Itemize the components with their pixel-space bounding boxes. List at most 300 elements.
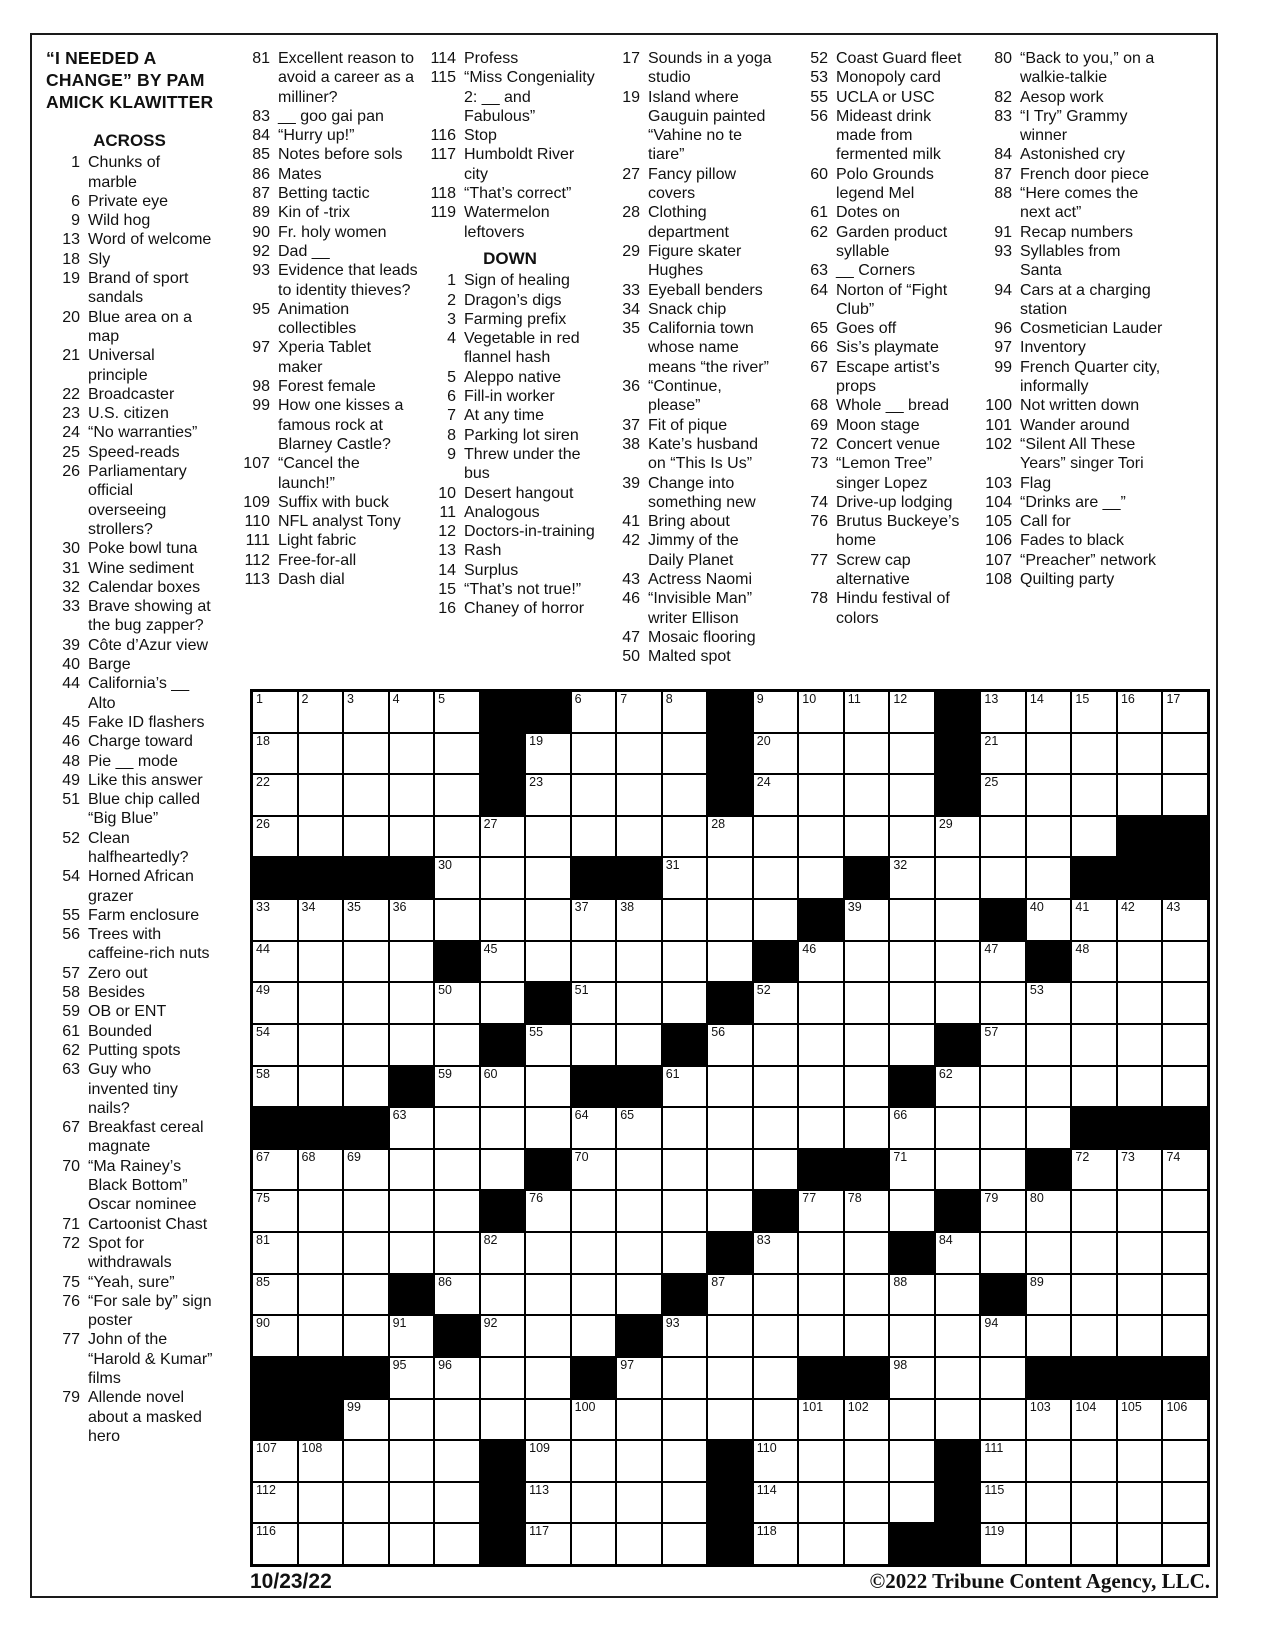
grid-cell[interactable] — [572, 1400, 616, 1440]
grid-cell[interactable] — [1118, 1316, 1162, 1356]
grid-cell[interactable] — [708, 1358, 752, 1398]
grid-cell[interactable] — [981, 858, 1025, 898]
grid-cell[interactable] — [1072, 1275, 1116, 1315]
grid-cell[interactable] — [1027, 1233, 1071, 1273]
grid-cell[interactable] — [663, 1358, 707, 1398]
grid-cell[interactable] — [572, 1108, 616, 1148]
grid-cell[interactable] — [299, 817, 343, 857]
grid-cell[interactable] — [890, 817, 934, 857]
grid-cell[interactable] — [572, 817, 616, 857]
grid-cell[interactable] — [617, 1233, 661, 1273]
grid-cell[interactable] — [890, 900, 934, 940]
grid-cell[interactable] — [845, 1233, 889, 1273]
grid-cell[interactable] — [526, 1400, 570, 1440]
grid-cell[interactable] — [253, 734, 297, 774]
grid-cell[interactable] — [572, 692, 616, 732]
grid-cell[interactable] — [981, 1441, 1025, 1481]
grid-cell[interactable] — [845, 942, 889, 982]
grid-cell[interactable] — [344, 1150, 388, 1190]
grid-cell[interactable] — [1072, 1025, 1116, 1065]
grid-cell[interactable] — [1027, 1025, 1071, 1065]
grid-cell[interactable] — [617, 983, 661, 1023]
grid-cell[interactable] — [1163, 1483, 1207, 1523]
grid-cell[interactable] — [799, 1441, 843, 1481]
grid-cell[interactable] — [344, 692, 388, 732]
grid-cell[interactable] — [253, 1191, 297, 1231]
grid-cell[interactable] — [708, 900, 752, 940]
grid-cell[interactable] — [981, 692, 1025, 732]
grid-cell[interactable] — [344, 1025, 388, 1065]
grid-cell[interactable] — [435, 1358, 479, 1398]
grid-cell[interactable] — [617, 817, 661, 857]
grid-cell[interactable] — [663, 942, 707, 982]
grid-cell[interactable] — [435, 1108, 479, 1148]
grid-cell[interactable] — [299, 1191, 343, 1231]
grid-cell[interactable] — [299, 1524, 343, 1564]
grid-cell[interactable] — [754, 1067, 798, 1107]
grid-cell[interactable] — [435, 900, 479, 940]
grid-cell[interactable] — [663, 817, 707, 857]
grid-cell[interactable] — [1163, 900, 1207, 940]
grid-cell[interactable] — [845, 734, 889, 774]
grid-cell[interactable] — [845, 1524, 889, 1564]
grid-cell[interactable] — [936, 983, 980, 1023]
grid-cell[interactable] — [572, 1150, 616, 1190]
grid-cell[interactable] — [435, 817, 479, 857]
grid-cell[interactable] — [1118, 1441, 1162, 1481]
grid-cell[interactable] — [390, 1191, 434, 1231]
grid-cell[interactable] — [253, 692, 297, 732]
grid-cell[interactable] — [526, 1025, 570, 1065]
grid-cell[interactable] — [845, 775, 889, 815]
grid-cell[interactable] — [299, 1441, 343, 1481]
grid-cell[interactable] — [981, 1483, 1025, 1523]
grid-cell[interactable] — [572, 942, 616, 982]
grid-cell[interactable] — [1072, 817, 1116, 857]
grid-cell[interactable] — [526, 1483, 570, 1523]
grid-cell[interactable] — [390, 1400, 434, 1440]
grid-cell[interactable] — [936, 1275, 980, 1315]
grid-cell[interactable] — [1163, 1441, 1207, 1481]
grid-cell[interactable] — [526, 1191, 570, 1231]
grid-cell[interactable] — [299, 775, 343, 815]
grid-cell[interactable] — [663, 1067, 707, 1107]
grid-cell[interactable] — [572, 1316, 616, 1356]
grid-cell[interactable] — [1118, 1275, 1162, 1315]
grid-cell[interactable] — [936, 1358, 980, 1398]
grid-cell[interactable] — [299, 1067, 343, 1107]
grid-cell[interactable] — [344, 775, 388, 815]
grid-cell[interactable] — [1027, 817, 1071, 857]
grid-cell[interactable] — [344, 734, 388, 774]
grid-cell[interactable] — [390, 817, 434, 857]
grid-cell[interactable] — [344, 1233, 388, 1273]
grid-cell[interactable] — [1027, 1483, 1071, 1523]
grid-cell[interactable] — [708, 1316, 752, 1356]
grid-cell[interactable] — [663, 1108, 707, 1148]
grid-cell[interactable] — [799, 1191, 843, 1231]
grid-cell[interactable] — [572, 983, 616, 1023]
grid-cell[interactable] — [1118, 1067, 1162, 1107]
grid-cell[interactable] — [390, 900, 434, 940]
grid-cell[interactable] — [799, 1400, 843, 1440]
grid-cell[interactable] — [981, 942, 1025, 982]
grid-cell[interactable] — [845, 900, 889, 940]
grid-cell[interactable] — [1163, 1275, 1207, 1315]
grid-cell[interactable] — [799, 1067, 843, 1107]
grid-cell[interactable] — [572, 734, 616, 774]
grid-cell[interactable] — [481, 1316, 525, 1356]
grid-cell[interactable] — [1163, 1150, 1207, 1190]
grid-cell[interactable] — [1118, 1233, 1162, 1273]
grid-cell[interactable] — [299, 734, 343, 774]
grid-cell[interactable] — [526, 1108, 570, 1148]
grid-cell[interactable] — [981, 734, 1025, 774]
grid-cell[interactable] — [890, 1108, 934, 1148]
grid-cell[interactable] — [1163, 1524, 1207, 1564]
grid-cell[interactable] — [754, 1483, 798, 1523]
grid-cell[interactable] — [663, 1150, 707, 1190]
grid-cell[interactable] — [481, 1358, 525, 1398]
grid-cell[interactable] — [526, 1233, 570, 1273]
grid-cell[interactable] — [708, 1025, 752, 1065]
grid-cell[interactable] — [890, 1358, 934, 1398]
grid-cell[interactable] — [344, 1191, 388, 1231]
grid-cell[interactable] — [754, 775, 798, 815]
grid-cell[interactable] — [390, 1483, 434, 1523]
grid-cell[interactable] — [845, 1316, 889, 1356]
grid-cell[interactable] — [799, 1524, 843, 1564]
grid-cell[interactable] — [936, 1067, 980, 1107]
grid-cell[interactable] — [1027, 692, 1071, 732]
grid-cell[interactable] — [617, 692, 661, 732]
grid-cell[interactable] — [435, 734, 479, 774]
grid-cell[interactable] — [435, 1067, 479, 1107]
grid-cell[interactable] — [390, 1316, 434, 1356]
grid-cell[interactable] — [435, 692, 479, 732]
grid-cell[interactable] — [617, 1441, 661, 1481]
grid-cell[interactable] — [299, 1316, 343, 1356]
grid-cell[interactable] — [481, 1233, 525, 1273]
grid-cell[interactable] — [435, 1233, 479, 1273]
grid-cell[interactable] — [981, 1067, 1025, 1107]
grid-cell[interactable] — [845, 1108, 889, 1148]
grid-cell[interactable] — [299, 1150, 343, 1190]
grid-cell[interactable] — [526, 1067, 570, 1107]
grid-cell[interactable] — [1072, 1400, 1116, 1440]
grid-cell[interactable] — [617, 1108, 661, 1148]
grid-cell[interactable] — [708, 1067, 752, 1107]
grid-cell[interactable] — [799, 942, 843, 982]
grid-cell[interactable] — [936, 817, 980, 857]
grid-cell[interactable] — [845, 817, 889, 857]
grid-cell[interactable] — [1027, 1108, 1071, 1148]
grid-cell[interactable] — [299, 1275, 343, 1315]
grid-cell[interactable] — [936, 1233, 980, 1273]
grid-cell[interactable] — [890, 775, 934, 815]
grid-cell[interactable] — [845, 1483, 889, 1523]
grid-cell[interactable] — [435, 1524, 479, 1564]
grid-cell[interactable] — [572, 1441, 616, 1481]
grid-cell[interactable] — [572, 1233, 616, 1273]
grid-cell[interactable] — [1163, 1233, 1207, 1273]
grid-cell[interactable] — [663, 1233, 707, 1273]
grid-cell[interactable] — [390, 734, 434, 774]
grid-cell[interactable] — [981, 1025, 1025, 1065]
grid-cell[interactable] — [1072, 1233, 1116, 1273]
grid-cell[interactable] — [708, 1400, 752, 1440]
grid-cell[interactable] — [1118, 1524, 1162, 1564]
grid-cell[interactable] — [435, 1150, 479, 1190]
grid-cell[interactable] — [253, 1524, 297, 1564]
grid-cell[interactable] — [981, 1316, 1025, 1356]
grid-cell[interactable] — [663, 734, 707, 774]
grid-cell[interactable] — [253, 1067, 297, 1107]
grid-cell[interactable] — [981, 1150, 1025, 1190]
grid-cell[interactable] — [1163, 1316, 1207, 1356]
grid-cell[interactable] — [981, 1524, 1025, 1564]
grid-cell[interactable] — [663, 1483, 707, 1523]
grid-cell[interactable] — [845, 1275, 889, 1315]
grid-cell[interactable] — [936, 858, 980, 898]
grid-cell[interactable] — [572, 1483, 616, 1523]
grid-cell[interactable] — [1072, 942, 1116, 982]
grid-cell[interactable] — [1163, 1400, 1207, 1440]
grid-cell[interactable] — [253, 817, 297, 857]
grid-cell[interactable] — [390, 1150, 434, 1190]
grid-cell[interactable] — [617, 1191, 661, 1231]
grid-cell[interactable] — [799, 817, 843, 857]
grid-cell[interactable] — [663, 1316, 707, 1356]
grid-cell[interactable] — [344, 1483, 388, 1523]
grid-cell[interactable] — [344, 1275, 388, 1315]
grid-cell[interactable] — [344, 1316, 388, 1356]
grid-cell[interactable] — [253, 942, 297, 982]
grid-cell[interactable] — [1118, 775, 1162, 815]
grid-cell[interactable] — [390, 1108, 434, 1148]
grid-cell[interactable] — [1072, 900, 1116, 940]
grid-cell[interactable] — [890, 1191, 934, 1231]
grid-cell[interactable] — [754, 1524, 798, 1564]
grid-cell[interactable] — [1118, 1483, 1162, 1523]
grid-cell[interactable] — [1072, 1067, 1116, 1107]
grid-cell[interactable] — [708, 1108, 752, 1148]
grid-cell[interactable] — [1163, 692, 1207, 732]
grid-cell[interactable] — [344, 983, 388, 1023]
grid-cell[interactable] — [390, 1025, 434, 1065]
grid-cell[interactable] — [390, 1233, 434, 1273]
grid-cell[interactable] — [617, 1524, 661, 1564]
grid-cell[interactable] — [845, 1067, 889, 1107]
grid-cell[interactable] — [253, 1275, 297, 1315]
grid-cell[interactable] — [754, 1358, 798, 1398]
grid-cell[interactable] — [890, 983, 934, 1023]
grid-cell[interactable] — [435, 1483, 479, 1523]
grid-cell[interactable] — [1163, 983, 1207, 1023]
grid-cell[interactable] — [572, 1191, 616, 1231]
grid-cell[interactable] — [526, 1316, 570, 1356]
grid-cell[interactable] — [845, 1025, 889, 1065]
grid-cell[interactable] — [1027, 983, 1071, 1023]
grid-cell[interactable] — [344, 1067, 388, 1107]
grid-cell[interactable] — [1163, 775, 1207, 815]
grid-cell[interactable] — [799, 983, 843, 1023]
grid-cell[interactable] — [1027, 1316, 1071, 1356]
grid-cell[interactable] — [299, 1483, 343, 1523]
grid-cell[interactable] — [526, 900, 570, 940]
grid-cell[interactable] — [890, 1275, 934, 1315]
grid-cell[interactable] — [435, 775, 479, 815]
grid-cell[interactable] — [1027, 1191, 1071, 1231]
grid-cell[interactable] — [1027, 775, 1071, 815]
grid-cell[interactable] — [799, 1233, 843, 1273]
grid-cell[interactable] — [1072, 1191, 1116, 1231]
grid-cell[interactable] — [1072, 775, 1116, 815]
grid-cell[interactable] — [754, 1150, 798, 1190]
grid-cell[interactable] — [481, 1067, 525, 1107]
grid-cell[interactable] — [299, 942, 343, 982]
grid-cell[interactable] — [526, 1275, 570, 1315]
grid-cell[interactable] — [617, 1025, 661, 1065]
grid-cell[interactable] — [1118, 942, 1162, 982]
grid-cell[interactable] — [572, 1524, 616, 1564]
grid-cell[interactable] — [799, 692, 843, 732]
grid-cell[interactable] — [253, 1441, 297, 1481]
grid-cell[interactable] — [890, 734, 934, 774]
grid-cell[interactable] — [1027, 900, 1071, 940]
grid-cell[interactable] — [708, 1191, 752, 1231]
grid-cell[interactable] — [663, 1191, 707, 1231]
grid-cell[interactable] — [708, 942, 752, 982]
grid-cell[interactable] — [890, 1483, 934, 1523]
grid-cell[interactable] — [845, 1441, 889, 1481]
grid-cell[interactable] — [663, 775, 707, 815]
grid-cell[interactable] — [890, 858, 934, 898]
grid-cell[interactable] — [799, 1025, 843, 1065]
grid-cell[interactable] — [1163, 942, 1207, 982]
grid-cell[interactable] — [1072, 1524, 1116, 1564]
grid-cell[interactable] — [890, 1025, 934, 1065]
grid-cell[interactable] — [526, 1441, 570, 1481]
grid-cell[interactable] — [1072, 1441, 1116, 1481]
grid-cell[interactable] — [572, 900, 616, 940]
grid-cell[interactable] — [663, 1524, 707, 1564]
grid-cell[interactable] — [390, 1524, 434, 1564]
grid-cell[interactable] — [481, 900, 525, 940]
grid-cell[interactable] — [799, 1275, 843, 1315]
grid-cell[interactable] — [253, 1483, 297, 1523]
grid-cell[interactable] — [1072, 1316, 1116, 1356]
grid-cell[interactable] — [390, 1441, 434, 1481]
grid-cell[interactable] — [617, 775, 661, 815]
grid-cell[interactable] — [890, 1316, 934, 1356]
grid-cell[interactable] — [481, 983, 525, 1023]
grid-cell[interactable] — [1027, 858, 1071, 898]
grid-cell[interactable] — [390, 692, 434, 732]
grid-cell[interactable] — [1072, 1483, 1116, 1523]
grid-cell[interactable] — [981, 817, 1025, 857]
grid-cell[interactable] — [390, 942, 434, 982]
grid-cell[interactable] — [754, 858, 798, 898]
grid-cell[interactable] — [526, 1358, 570, 1398]
grid-cell[interactable] — [754, 1441, 798, 1481]
grid-cell[interactable] — [253, 1025, 297, 1065]
grid-cell[interactable] — [981, 1108, 1025, 1148]
grid-cell[interactable] — [663, 692, 707, 732]
grid-cell[interactable] — [253, 1233, 297, 1273]
grid-cell[interactable] — [481, 1108, 525, 1148]
grid-cell[interactable] — [526, 775, 570, 815]
grid-cell[interactable] — [708, 858, 752, 898]
grid-cell[interactable] — [663, 858, 707, 898]
grid-cell[interactable] — [1163, 1191, 1207, 1231]
grid-cell[interactable] — [1072, 734, 1116, 774]
grid-cell[interactable] — [1027, 1441, 1071, 1481]
grid-cell[interactable] — [344, 1441, 388, 1481]
grid-cell[interactable] — [1027, 1067, 1071, 1107]
grid-cell[interactable] — [663, 983, 707, 1023]
grid-cell[interactable] — [1027, 1275, 1071, 1315]
grid-cell[interactable] — [526, 1524, 570, 1564]
grid-cell[interactable] — [526, 942, 570, 982]
grid-cell[interactable] — [981, 983, 1025, 1023]
grid-cell[interactable] — [754, 1275, 798, 1315]
grid-cell[interactable] — [1118, 1400, 1162, 1440]
grid-cell[interactable] — [344, 817, 388, 857]
grid-cell[interactable] — [754, 900, 798, 940]
grid-cell[interactable] — [845, 983, 889, 1023]
grid-cell[interactable] — [936, 1400, 980, 1440]
grid-cell[interactable] — [572, 1025, 616, 1065]
grid-cell[interactable] — [481, 1400, 525, 1440]
grid-cell[interactable] — [754, 692, 798, 732]
grid-cell[interactable] — [481, 858, 525, 898]
grid-cell[interactable] — [1072, 983, 1116, 1023]
grid-cell[interactable] — [435, 1025, 479, 1065]
grid-cell[interactable] — [708, 1275, 752, 1315]
grid-cell[interactable] — [435, 1191, 479, 1231]
grid-cell[interactable] — [435, 858, 479, 898]
grid-cell[interactable] — [481, 817, 525, 857]
grid-cell[interactable] — [708, 1150, 752, 1190]
grid-cell[interactable] — [754, 1316, 798, 1356]
grid-cell[interactable] — [754, 1108, 798, 1148]
grid-cell[interactable] — [344, 1524, 388, 1564]
grid-cell[interactable] — [344, 942, 388, 982]
grid-cell[interactable] — [1027, 1524, 1071, 1564]
grid-cell[interactable] — [663, 1400, 707, 1440]
grid-cell[interactable] — [617, 1483, 661, 1523]
grid-cell[interactable] — [936, 900, 980, 940]
grid-cell[interactable] — [754, 1025, 798, 1065]
grid-cell[interactable] — [617, 900, 661, 940]
grid-cell[interactable] — [981, 1400, 1025, 1440]
grid-cell[interactable] — [481, 1150, 525, 1190]
grid-cell[interactable] — [617, 1275, 661, 1315]
grid-cell[interactable] — [890, 1400, 934, 1440]
grid-cell[interactable] — [572, 775, 616, 815]
grid-cell[interactable] — [1118, 1191, 1162, 1231]
grid-cell[interactable] — [299, 1233, 343, 1273]
grid-cell[interactable] — [981, 1233, 1025, 1273]
grid-cell[interactable] — [1118, 734, 1162, 774]
grid-cell[interactable] — [1118, 983, 1162, 1023]
grid-cell[interactable] — [890, 1441, 934, 1481]
grid-cell[interactable] — [299, 983, 343, 1023]
grid-cell[interactable] — [1027, 734, 1071, 774]
grid-cell[interactable] — [708, 817, 752, 857]
grid-cell[interactable] — [754, 734, 798, 774]
